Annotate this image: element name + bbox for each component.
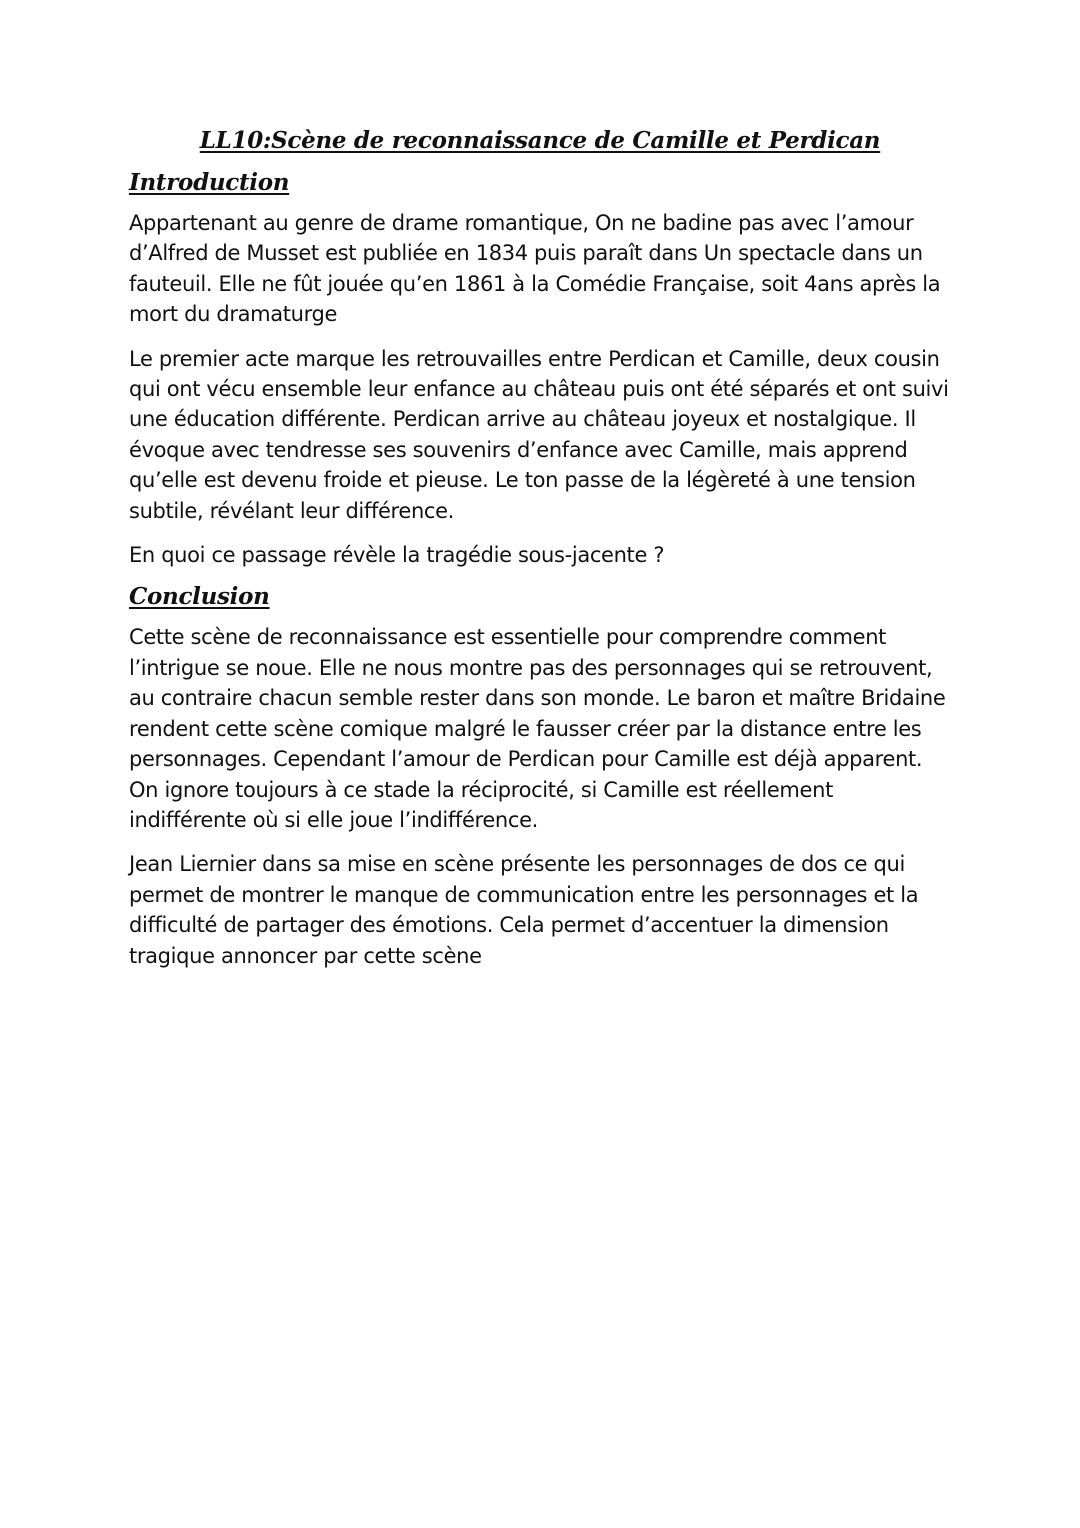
- introduction-section: [129, 166, 951, 570]
- document-title: LL10:Scène de reconnaissance de Camille et Perdican: [199, 127, 881, 154]
- problematic-question: En quoi ce passage révèle la tragédie sous-jacente ?: [129, 543, 665, 568]
- conclusion-heading: Conclusion: [129, 583, 270, 611]
- conclusion-paragraph-1: Cette scène de reconnaissance est essentielle pour comprendre comment l’intrigue se noue. Elle ne nous montre pas des personnages qui se retrouvent, au contraire chacun semble rester dans son monde. Le baron et maître Bridaine rendent cette scène comique malgré le fausser créer par la distance entre les personnages. Cependant l’amour de Perdican pour Camille est déjà apparent. On ignore toujours à ce stade la réciprocité, si Camille est réellement indifférente où si elle joue l’indifférence.: [129, 625, 946, 832]
- document-page: [129, 124, 951, 985]
- introduction-paragraph-1: Appartenant au genre de drame romantique, On ne badine pas avec l’amour d’Alfred de Musset est publiée en 1834 puis paraît dans Un spectacle dans un fauteuil. Elle ne fût jouée qu’en 1861 à la Comédie Française, soit 4ans après la mort du dramaturge: [129, 211, 941, 327]
- introduction-paragraph-2: Le premier acte marque les retrouvailles entre Perdican et Camille, deux cousin qui ont vécu ensemble leur enfance au château puis ont été séparés et ont suivi une éducation différente. Perdican arrive au château joyeux et nostalgique. Il évoque avec tendresse ses souvenirs d’enfance avec Camille, mais apprend qu’elle est devenu froide et pieuse. Le ton passe de la légèreté à une tension subtile, révélant leur différence.: [129, 346, 949, 523]
- conclusion-paragraph-2: Jean Liernier dans sa mise en scène présente les personnages de dos ce qui permet de montrer le manque de communication entre les personnages et la difficulté de partager des émotions. Cela permet d’accentuer la dimension tragique annoncer par cette scène: [129, 852, 919, 968]
- introduction-heading: Introduction: [129, 169, 290, 196]
- conclusion-section: [129, 580, 951, 970]
